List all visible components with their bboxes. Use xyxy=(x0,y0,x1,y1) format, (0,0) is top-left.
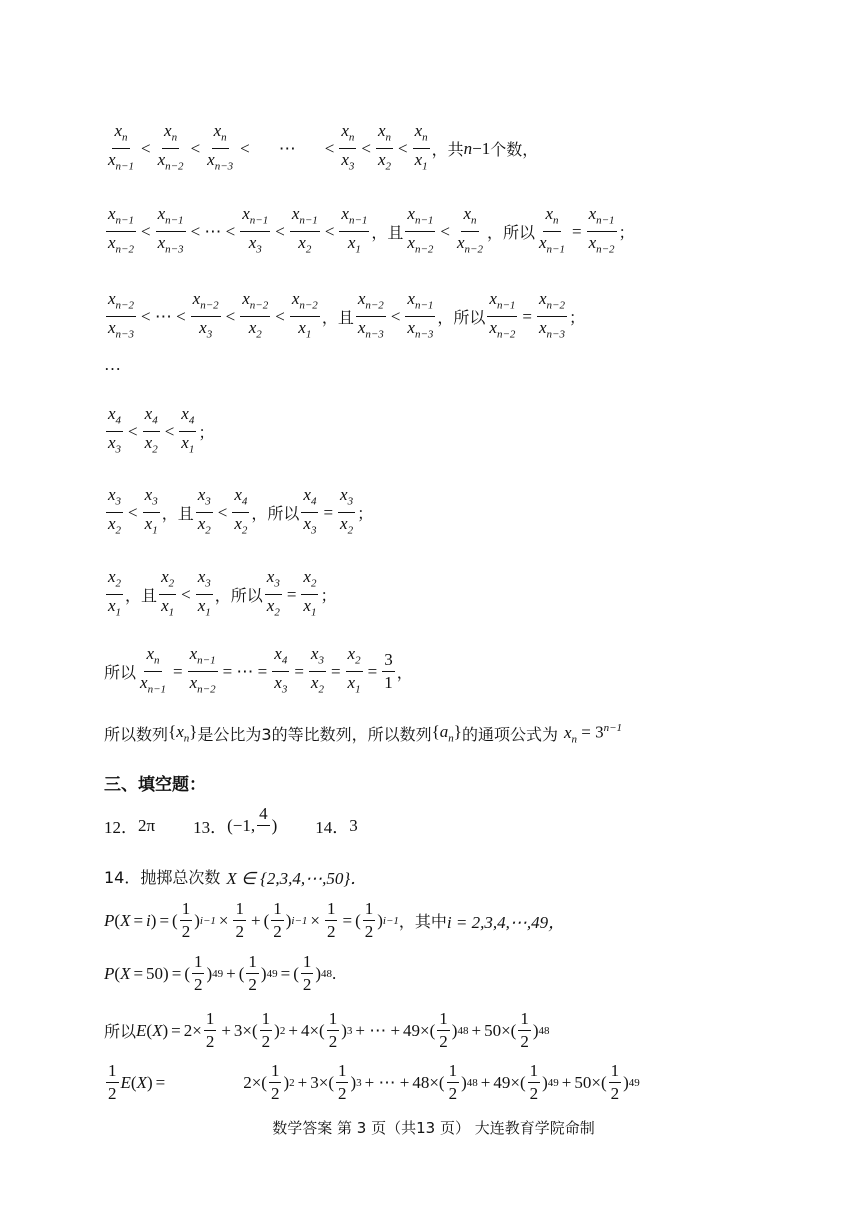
inequality-chain-line-1: $\frac{x_n}{x_{n-1}}$ < $\frac{x_n}{x_{n-2}}$ < $\frac{x_n}{x_{n-3}}$ < ⋯ < $\frac{x_n}{x_3}$ < $\frac{x_n}{x_2}$ < $\frac{x_n}{x_1}$ ，共 n −1 个数， xyxy=(104,122,538,176)
ellipsis-line xyxy=(104,355,121,375)
expectation-line-2: $\frac{1}{2}$ E ( X ) = 2×( $\frac{1}{2}$ ) 2 + 3×( $\frac{1}{2}$ ) 3 + ⋯ + 48×( $\frac{1}{2}$ ) 48 + 49×( $\frac{1}{2}$ ) 49 + 50×( $\frac{1}{2}$ ) 49 xyxy=(108,1061,640,1103)
text: ，共 xyxy=(431,140,464,160)
fraction: $\frac{x_n}{x_{n-2}}$ xyxy=(157,121,184,173)
inequality-chain-line-6: $\frac{x_2}{x_1}$ ，且 $\frac{x_2}{x_1}$ < $\frac{x_3}{x_1}$ ，所以 $\frac{x_3}{x_2}$ = $\frac{x_2}{x_1}$ ； xyxy=(108,567,337,619)
text: −1 xyxy=(472,138,491,158)
probability-line-2: P ( X = 50) = ( $\frac{1}{2}$ ) 49 + ( $\frac{1}{2}$ ) 49 = ( $\frac{1}{2}$ ) 48 . xyxy=(104,952,337,994)
section-title-text: 三、填空题： xyxy=(104,775,206,795)
text: 的通项公式为 xyxy=(461,725,558,745)
inequality-chain-line-5: $\frac{x_3}{x_2}$ < $\frac{x_3}{x_1}$ ，且 $\frac{x_3}{x_2}$ < $\frac{x_4}{x_2}$ ，所以 $\frac{x_4}{x_3}$ = $\frac{x_3}{x_2}$ ； xyxy=(108,485,374,537)
fraction: $\frac{x_n}{x_3}$ xyxy=(341,121,355,173)
text: ，且 xyxy=(371,223,404,243)
expectation-line-1: 所以 E ( X ) = 2× $\frac{1}{2}$ + 3×( $\frac{1}{2}$ ) 2 + 4×( $\frac{1}{2}$ ) 3 + ⋯ + 49×( $\frac{1}{2}$ ) 48 + 50×( $\frac{1}{2}$ ) 48 xyxy=(104,1009,550,1051)
inequality-chain-line-3: $\frac{x_{n-2}}{x_{n-3}}$ < ⋯ < $\frac{x_{n-2}}{x_3}$ < $\frac{x_{n-2}}{x_2}$ < $\frac{x_{n-2}}{x_1}$ ，且 $\frac{x_{n-2}}{x_{n-3}}$ < $\frac{x_{n-1}}{x_{n-3}}$ ，所以 $\frac{x_{n-1}}{x_{n-2}}$ = $\frac{x_{n-2}}{x_{n-3}}$ ； xyxy=(108,289,585,341)
text: 所以 xyxy=(104,1022,137,1041)
text: ； xyxy=(198,423,215,443)
fraction: $\frac{x_n}{x_{n-1}}$ xyxy=(108,121,134,173)
inequality-chain-line-4: $\frac{x_4}{x_3}$ < $\frac{x_4}{x_2}$ < $\frac{x_4}{x_1}$ ； xyxy=(108,404,215,456)
variable-n: n xyxy=(463,138,473,158)
text: ，所以 xyxy=(214,586,263,606)
text: ； xyxy=(568,308,585,328)
text: ，其中 xyxy=(398,912,447,931)
text: ，且 xyxy=(161,504,194,524)
equality-chain-line: 所以 $\frac{x_n}{x_{n-1}}$ = $\frac{x_{n-1}}{x_{n-2}}$ = ⋯ = $\frac{x_4}{x_3}$ = $\frac{x_3}{x_2}$ = $\frac{x_2}{x_1}$ = $\frac{3}{1}$ ， xyxy=(104,644,413,696)
fraction: $\frac{x_n}{x_{n-3}}$ xyxy=(207,121,234,173)
text: ，且 xyxy=(321,308,354,328)
text: 所以数列 xyxy=(104,725,169,745)
text: ，所以 xyxy=(437,308,486,328)
q13-numerator: 4 xyxy=(257,805,270,826)
text: ； xyxy=(320,586,337,606)
range-expression: i = 2,3,4,⋯,49， xyxy=(446,913,566,932)
fraction: $\frac{x_n}{x_1}$ xyxy=(414,121,428,173)
q12-value: 2π xyxy=(138,815,156,835)
ellipsis: … xyxy=(104,355,121,374)
text: ，且 xyxy=(125,586,158,606)
text: ； xyxy=(618,223,635,243)
q13-value: (−1, xyxy=(227,815,256,835)
text: 是公比为3的等比数列，所以数列 xyxy=(197,725,432,745)
q13-close: ) xyxy=(271,815,278,835)
section-title xyxy=(104,770,206,795)
q12-label: 12． xyxy=(104,818,138,837)
q14-value: 3 xyxy=(349,815,358,835)
q13-label: 13． xyxy=(193,818,228,837)
text: ； xyxy=(357,504,374,524)
text: ，所以 xyxy=(486,223,535,243)
q14-label: 14． xyxy=(315,818,350,837)
text: ， xyxy=(396,663,413,683)
text: 个数， xyxy=(490,140,539,160)
conclusion-line: 所以数列 $\{x_n\}$ 是公比为3的等比数列，所以数列 $\{a_n\}$ 的通项公式为 $x_n = 3^{n-1}$ xyxy=(104,722,623,746)
page-footer: 数学答案 第 3 页（共13 页） 大连教育学院命制 xyxy=(272,1119,595,1137)
text: 所以 xyxy=(104,663,137,683)
probability-line-1: P ( X = i ) = ( $\frac{1}{2}$ ) i−1 × $\frac{1}{2}$ + ( $\frac{1}{2}$ ) i−1 × $\frac{1}{2}$ = ( $\frac{1}{2}$ ) i−1 ，其中 i = 2,3,4,⋯,49， xyxy=(104,899,566,941)
fill-in-answers xyxy=(104,805,358,846)
q14-intro xyxy=(104,864,367,889)
inequality-chain-line-2: $\frac{x_{n-1}}{x_{n-2}}$ < $\frac{x_{n-1}}{x_{n-3}}$ < ⋯ < $\frac{x_{n-1}}{x_3}$ < $\frac{x_{n-1}}{x_2}$ < $\frac{x_{n-1}}{x_1}$ ，且 $\frac{x_{n-1}}{x_{n-2}}$ < $\frac{x_n}{x_{n-2}}$ ，所以 $\frac{x_n}{x_{n-1}}$ = $\frac{x_{n-1}}{x_{n-2}}$ ； xyxy=(108,204,635,256)
text: 14．抛掷总次数 xyxy=(104,868,221,887)
text: ，所以 xyxy=(251,504,300,524)
fraction: $\frac{x_n}{x_2}$ xyxy=(377,121,392,173)
set-expression: X ∈ {2,3,4,⋯,50}． xyxy=(226,869,368,888)
